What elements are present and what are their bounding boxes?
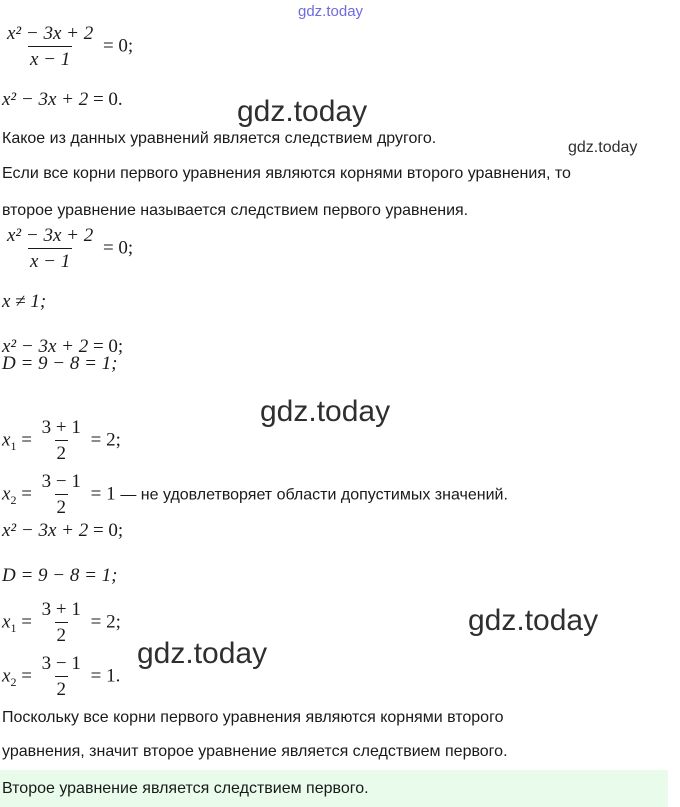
- watermark: gdz.today: [568, 139, 638, 156]
- x-symbol: x: [2, 611, 11, 633]
- result: = 2;: [90, 429, 121, 451]
- fraction-denominator: x − 1: [28, 248, 72, 272]
- result: = 1.: [90, 665, 121, 687]
- domain-condition: x ≠ 1;: [2, 291, 47, 312]
- quadratic-expression: x² − 3x + 2: [2, 520, 89, 541]
- quadratic-expression: x² − 3x + 2: [2, 89, 89, 110]
- equation-fraction-1: [2, 24, 133, 70]
- conclusion-line-1: Поскольку все корни первого уравнения являются корнями второго: [2, 709, 504, 726]
- x-symbol: x: [2, 483, 11, 505]
- watermark-top: gdz.today: [298, 3, 364, 20]
- result: = 1: [90, 483, 116, 505]
- fraction-numerator: x² − 3x + 2: [7, 23, 94, 44]
- equals-zero: = 0;: [102, 237, 134, 259]
- fraction-numerator: 3 − 1: [41, 471, 81, 492]
- fraction-denominator: 2: [55, 622, 69, 646]
- watermark: gdz.today: [260, 395, 391, 428]
- fraction: [40, 418, 83, 464]
- subscript: 2: [10, 493, 17, 508]
- equation-quadratic: [2, 520, 123, 542]
- equals-zero: = 0;: [92, 520, 124, 541]
- fraction: [40, 600, 83, 646]
- x-symbol: x: [2, 665, 11, 687]
- conclusion-line-2: уравнения, значит второе уравнение является следствием первого.: [2, 743, 508, 760]
- x-symbol: x: [2, 429, 11, 451]
- fraction-numerator: 3 + 1: [41, 417, 81, 438]
- equals-zero: = 0;: [92, 336, 124, 357]
- subscript: 1: [10, 621, 17, 636]
- fraction-numerator: x² − 3x + 2: [7, 225, 94, 246]
- fraction-numerator: 3 − 1: [41, 653, 81, 674]
- root-x2: [2, 654, 120, 700]
- root-x1: [2, 418, 121, 464]
- fraction: [5, 226, 95, 272]
- answer-box: [0, 770, 668, 807]
- fraction: [5, 24, 95, 70]
- definition-line-1: Если все корни первого уравнения являются корнями второго уравнения, то: [2, 165, 571, 182]
- fraction-denominator: x − 1: [28, 46, 72, 70]
- equals-zero: = 0;: [102, 35, 134, 57]
- equals-zero: = 0.: [92, 89, 123, 110]
- watermark: gdz.today: [468, 604, 599, 637]
- fraction: [40, 654, 83, 700]
- equation-quadratic: [2, 89, 123, 111]
- fraction-denominator: 2: [55, 494, 69, 518]
- equation-fraction-2: [2, 226, 133, 272]
- equals: =: [21, 611, 32, 633]
- discriminant: D = 9 − 8 = 1;: [2, 353, 118, 374]
- question-text: Какое из данных уравнений является следствием другого.: [2, 130, 437, 147]
- watermark: gdz.today: [237, 95, 368, 128]
- subscript: 2: [10, 675, 17, 690]
- equals: =: [21, 483, 32, 505]
- discriminant: D = 9 − 8 = 1;: [2, 565, 118, 586]
- answer-text: Второе уравнение является следствием первого.: [2, 780, 369, 797]
- fraction-numerator: 3 + 1: [41, 599, 81, 620]
- root-x1: [2, 600, 121, 646]
- definition-line-2: второе уравнение называется следствием первого уравнения.: [2, 202, 469, 219]
- result: = 2;: [90, 611, 121, 633]
- fraction: [40, 472, 83, 518]
- not-satisfy-note: — не удовлетворяет области допустимых значений.: [120, 486, 508, 504]
- root-x2: [2, 472, 508, 518]
- subscript: 1: [10, 439, 17, 454]
- quadratic-expression: x² − 3x + 2: [2, 336, 89, 357]
- fraction-denominator: 2: [55, 676, 69, 700]
- equals: =: [21, 429, 32, 451]
- equals: =: [21, 665, 32, 687]
- watermark: gdz.today: [137, 637, 268, 670]
- fraction-denominator: 2: [55, 440, 69, 464]
